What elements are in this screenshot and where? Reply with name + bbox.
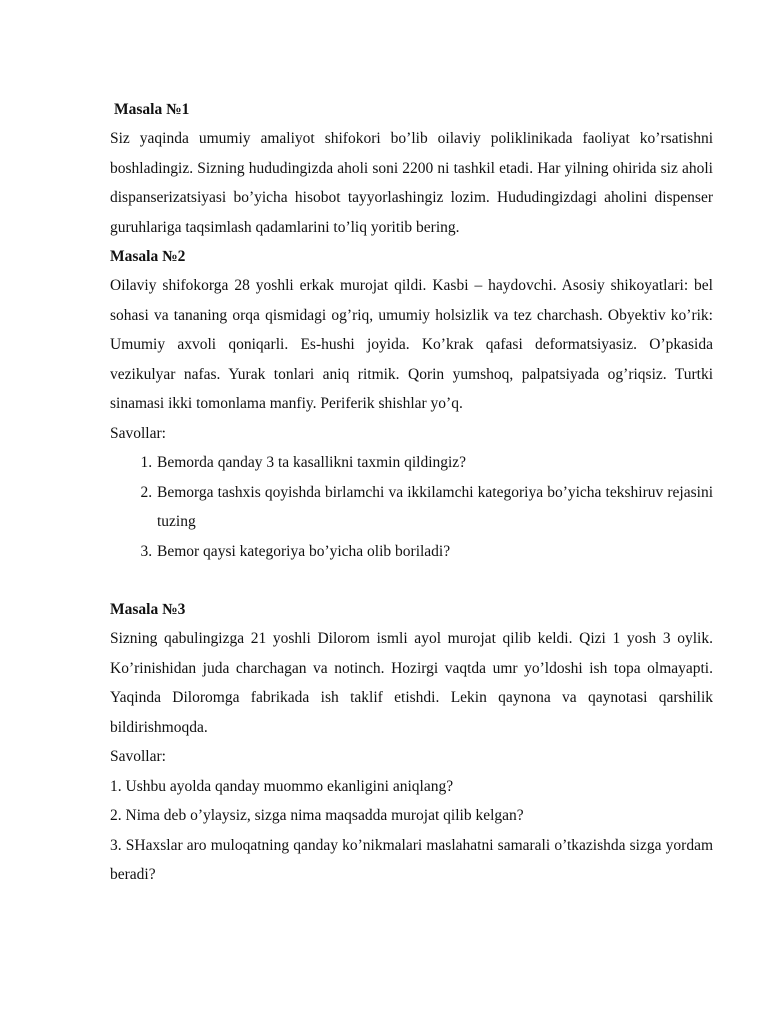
problem-2-question-list — [110, 448, 713, 566]
problem-2-title: Masala №2 — [110, 248, 186, 265]
problem-1-text: Siz yaqinda umumiy amaliyot shifokori bo’lib oilaviy poliklinikada faoliyat ko’rsatishni boshladingiz. Sizning hududingizda aholi soni 2200 ni tashkil etadi. Har yilning ohirida siz aholi dispanserizatsiyasi bo’yicha hisobot tayyorlashingiz lozim. Hududingizdagi aholini dispenser guruhlariga taqsimlash qadamlarini to’liq yoritib bering. — [110, 130, 713, 236]
problem-2-question-3: 3. Bemor qaysi kategoriya bo’yicha olib boriladi? — [156, 537, 713, 567]
problem-1-title: Masala №1 — [114, 101, 190, 118]
problem-2-questions-label: Savollar: — [110, 424, 166, 442]
problem-2-question-1: 1. Bemorda qanday 3 ta kasallikni taxmin qildingiz? — [156, 448, 713, 478]
problem-3-questions-label: Savollar: — [110, 748, 166, 765]
problem-3-question-1: 1. Ushbu ayolda qanday muommo ekanligini aniqlang? — [110, 777, 454, 795]
problem-2-text: Oilaviy shifokorga 28 yoshli erkak murojat qildi. Kasbi – haydovchi. Asosiy shikoyatlari: bel sohasi va tananing orqa qismidagi og’riq, umumiy holsizlik va tez charchash. Obyektiv ko’rik: Umumiy axvoli qoniqarli. Es-hushi joyida. Ko’krak qafasi deformatsiyasiz. O’pkasida vezikulyar nafas. Yurak tonlari aniq ritmik. Qorin yumshoq, palpatsiyada og’riqsiz. Turtki sinamasi ikki tomonlama manfiy. Periferik shishlar yo’q. — [110, 277, 713, 412]
problem-3-question-2: 2. Nima deb o’ylaysiz, sizga nima maqsadda murojat qilib kelgan? — [110, 807, 524, 824]
problem-3-text: Sizning qabulingizga 21 yoshli Dilorom ismli ayol murojat qilib keldi. Qizi 1 yosh 3 oylik. Ko’rinishidan juda charchagan va notinch. Hozirgi vaqtda umr yo’ldoshi ish topa olmayapti. Yaqinda Diloromga fabrikada ish taklif etishdi. Lekin qaynona va qaynotasi qarshilik bildirishmoqda. — [110, 630, 713, 736]
problem-3-title: Masala №3 — [110, 601, 186, 618]
problem-3-question-3: 3. SHaxslar aro muloqatning qanday ko’nikmalari maslahatni samarali o’tkazishda sizga yordam beradi? — [110, 836, 713, 883]
problem-2-question-2: 2. Bemorga tashxis qoyishda birlamchi va ikkilamchi kategoriya bo’yicha tekshiruv rejasini tuzing — [156, 478, 713, 537]
section-spacer — [110, 566, 713, 595]
document-body — [110, 95, 713, 890]
